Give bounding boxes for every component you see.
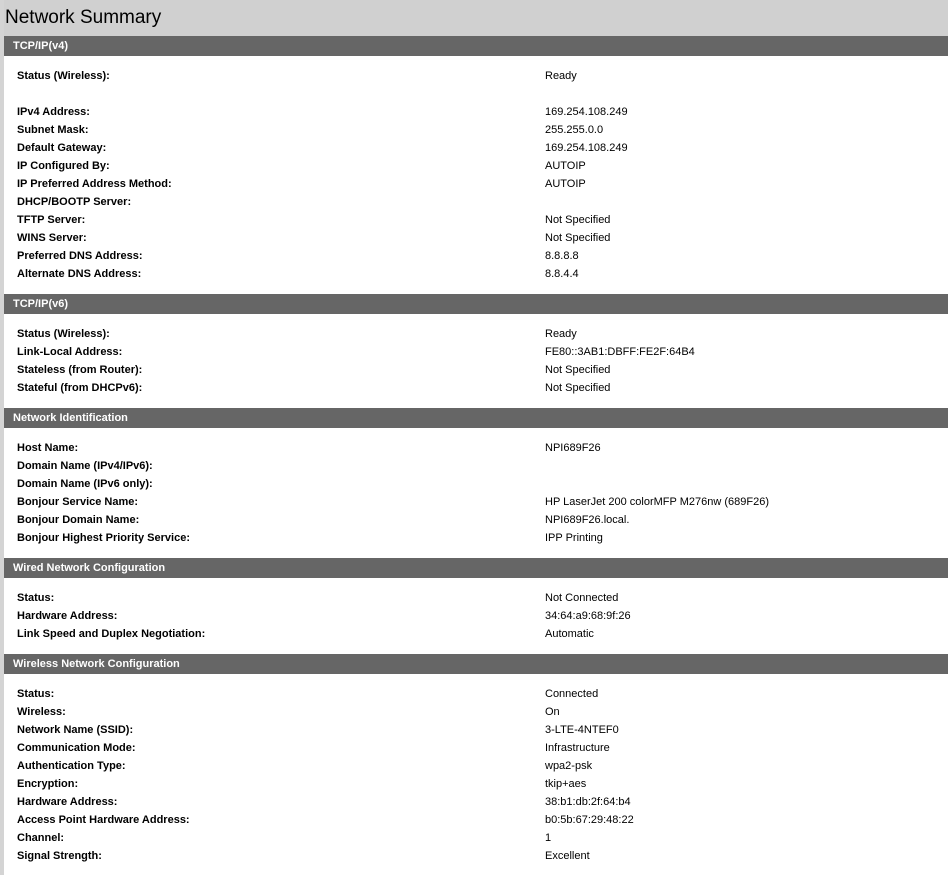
table-row xyxy=(4,847,948,865)
table-row xyxy=(4,685,948,703)
page-title: Network Summary xyxy=(5,7,162,28)
field-label: Status: xyxy=(17,592,55,604)
field-label: IPv4 Address: xyxy=(17,106,90,118)
field-value: 8.8.4.4 xyxy=(545,268,579,280)
field-label: Encryption: xyxy=(17,778,79,790)
field-label: Bonjour Domain Name: xyxy=(17,514,140,526)
field-label: Wireless: xyxy=(17,706,66,718)
field-label: Link-Local Address: xyxy=(17,346,123,358)
field-label: WINS Server: xyxy=(17,232,87,244)
table-row xyxy=(4,139,948,157)
field-label: Stateful (from DHCPv6): xyxy=(17,382,143,394)
field-label: Signal Strength: xyxy=(17,850,102,862)
field-value: wpa2-psk xyxy=(545,760,593,772)
section-header-tcpip-v6: TCP/IP(v6) xyxy=(4,294,948,314)
section-body-network-identification xyxy=(4,428,948,558)
field-value: Automatic xyxy=(545,628,594,640)
section-header-tcpip-v4: TCP/IP(v4) xyxy=(4,36,948,56)
field-value: IPP Printing xyxy=(545,532,603,544)
section-body-wired-network-configuration xyxy=(4,578,948,654)
table-row xyxy=(4,721,948,739)
table-row xyxy=(4,175,948,193)
table-row xyxy=(4,703,948,721)
table-row xyxy=(4,457,948,475)
field-value: 3-LTE-4NTEF0 xyxy=(545,724,619,736)
table-row xyxy=(4,247,948,265)
section-tcpip-v6 xyxy=(4,294,948,408)
field-label: Hardware Address: xyxy=(17,610,118,622)
field-label: Domain Name (IPv6 only): xyxy=(17,478,153,490)
field-value: Not Specified xyxy=(545,382,611,394)
field-label: Communication Mode: xyxy=(17,742,136,754)
field-label: Channel: xyxy=(17,832,65,844)
table-row xyxy=(4,493,948,511)
table-row xyxy=(4,511,948,529)
field-value: NPI689F26 xyxy=(545,442,601,454)
field-label: IP Preferred Address Method: xyxy=(17,178,172,190)
field-label: DHCP/BOOTP Server: xyxy=(17,196,132,208)
field-value: Not Specified xyxy=(545,232,611,244)
field-value: 169.254.108.249 xyxy=(545,106,628,118)
table-row xyxy=(4,589,948,607)
field-label: Access Point Hardware Address: xyxy=(17,814,190,826)
field-value: 255.255.0.0 xyxy=(545,124,604,136)
table-row xyxy=(4,529,948,547)
table-row xyxy=(4,775,948,793)
table-row xyxy=(4,361,948,379)
field-value: On xyxy=(545,706,560,718)
table-row xyxy=(4,265,948,283)
table-row xyxy=(4,607,948,625)
field-value: 1 xyxy=(545,832,552,844)
table-row xyxy=(4,157,948,175)
field-label: Subnet Mask: xyxy=(17,124,89,136)
table-row xyxy=(4,67,948,85)
table-row xyxy=(4,811,948,829)
table-row xyxy=(4,211,948,229)
table-row xyxy=(4,475,948,493)
field-value: 38:b1:db:2f:64:b4 xyxy=(545,796,631,808)
field-label: Host Name: xyxy=(17,442,79,454)
field-label: IP Configured By: xyxy=(17,160,110,172)
field-value: 169.254.108.249 xyxy=(545,142,628,154)
field-label: Hardware Address: xyxy=(17,796,118,808)
table-row xyxy=(4,793,948,811)
field-value: Connected xyxy=(545,688,599,700)
field-value: Infrastructure xyxy=(545,742,610,754)
field-label: Bonjour Service Name: xyxy=(17,496,139,508)
field-label: Status (Wireless): xyxy=(17,328,110,340)
field-value: FE80::3AB1:DBFF:FE2F:64B4 xyxy=(545,346,695,358)
field-value: HP LaserJet 200 colorMFP M276nw (689F26) xyxy=(545,496,769,508)
table-row xyxy=(4,829,948,847)
field-label: TFTP Server: xyxy=(17,214,86,226)
field-value: Not Connected xyxy=(545,592,619,604)
field-label: Default Gateway: xyxy=(17,142,107,154)
section-network-identification xyxy=(4,408,948,558)
left-rail xyxy=(0,0,4,875)
field-label: Alternate DNS Address: xyxy=(17,268,142,280)
table-row xyxy=(4,439,948,457)
field-value: Not Specified xyxy=(545,214,611,226)
field-label: Authentication Type: xyxy=(17,760,126,772)
section-header-wireless-network-configuration: Wireless Network Configuration xyxy=(4,654,948,674)
field-value: tkip+aes xyxy=(545,778,587,790)
field-label: Preferred DNS Address: xyxy=(17,250,143,262)
field-label: Bonjour Highest Priority Service: xyxy=(17,532,190,544)
table-row xyxy=(4,757,948,775)
table-row xyxy=(4,343,948,361)
field-label: Link Speed and Duplex Negotiation: xyxy=(17,628,206,640)
section-body-tcpip-v6 xyxy=(4,314,948,408)
section-body-tcpip-v4 xyxy=(4,56,948,294)
table-row xyxy=(4,103,948,121)
field-label: Status: xyxy=(17,688,55,700)
field-value: b0:5b:67:29:48:22 xyxy=(545,814,634,826)
table-row xyxy=(4,121,948,139)
section-header-network-identification: Network Identification xyxy=(4,408,948,428)
field-value: Excellent xyxy=(545,850,590,862)
title-bar xyxy=(0,0,948,36)
section-tcpip-v4 xyxy=(4,36,948,294)
section-wired-network-configuration xyxy=(4,558,948,654)
field-value: AUTOIP xyxy=(545,160,586,172)
field-label: Domain Name (IPv4/IPv6): xyxy=(17,460,153,472)
field-value: AUTOIP xyxy=(545,178,586,190)
field-value: NPI689F26.local. xyxy=(545,514,630,526)
field-value: Not Specified xyxy=(545,364,611,376)
table-row xyxy=(4,379,948,397)
section-wireless-network-configuration xyxy=(4,654,948,875)
field-label: Network Name (SSID): xyxy=(17,724,134,736)
section-header-wired-network-configuration: Wired Network Configuration xyxy=(4,558,948,578)
table-row xyxy=(4,229,948,247)
field-value: Ready xyxy=(545,328,577,340)
table-row xyxy=(4,193,948,211)
table-row xyxy=(4,325,948,343)
field-value: 34:64:a9:68:9f:26 xyxy=(545,610,631,622)
sections-container xyxy=(0,36,948,875)
table-row xyxy=(4,739,948,757)
field-label: Status (Wireless): xyxy=(17,70,110,82)
field-value: 8.8.8.8 xyxy=(545,250,579,262)
field-label: Stateless (from Router): xyxy=(17,364,143,376)
section-body-wireless-network-configuration xyxy=(4,674,948,875)
table-row xyxy=(4,625,948,643)
field-value: Ready xyxy=(545,70,577,82)
